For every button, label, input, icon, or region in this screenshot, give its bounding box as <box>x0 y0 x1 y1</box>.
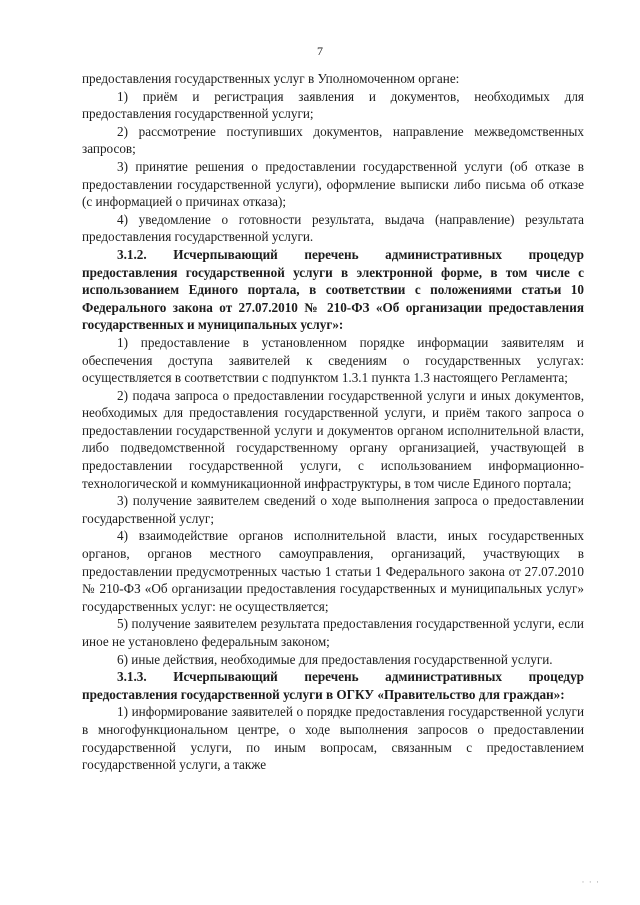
list-item-1: 1) информирование заявителей о порядке предоставления государственной услуги в многофункциональном центре, о ходе выполнения запросов о предоставлении государственной услуги, по иным вопросам, связанным с предоставлением государственной услуги, а также <box>82 704 584 773</box>
list-item-3: 3) принятие решения о предоставлении государственной услуги (об отказе в предоставлении государственной услуги), оформление выписки либо письма об отказе (с информацией о причинах отказа); <box>82 158 584 210</box>
list-item-4: 4) уведомление о готовности результата, выдача (направление) результата предоставления государственной услуги. <box>82 211 584 245</box>
page-number: 7 <box>317 44 323 58</box>
list-item-3: 3) получение заявителем сведений о ходе выполнения запроса о предоставлении государственной услуг; <box>82 493 584 526</box>
list-item-6: 6) иные действия, необходимые для предоставления государственной услуги. <box>117 651 553 667</box>
paragraph-continuation: предоставления государственных услуг в Уполномоченном органе: <box>82 71 460 86</box>
list-item-1: 1) предоставление в установленном порядке информации заявителям и обеспечения доступа заявителей к сведениям о государственных услугах: осуществляется в соответствии с подпунктом 1.3.1 пункта 1.3 настоящего Регламента; <box>82 334 584 386</box>
section-heading-3-1-2: 3.1.2. Исчерпывающий перечень административных процедур предоставления государственной услуги в электронной форме, в том числе с использованием Единого портала, в соответствии с положениями статьи 10 Федерального закона от 27.07.2010 № 210-ФЗ «Об организации предоставления государственных и муниципальных услуг»: <box>82 246 584 333</box>
list-item-2: 2) подача запроса о предоставлении государственной услуги и иных документов, необходимых для предоставления государственной услуги, и приём такого запроса о предоставлении государственной услуги и документов органом исполнительной власти, либо подведомственной государственному органу организацией, участвующей в предоставлении государственной услуги, с использованием информационно-технологической и коммуникационной инфраструктуры, в том числе Единого портала; <box>82 387 584 491</box>
list-item-5: 5) получение заявителем результата предоставления государственной услуги, если иное не установлено федеральным законом; <box>82 616 584 649</box>
list-item-2: 2) рассмотрение поступивших документов, направление межведомственных запросов; <box>82 123 584 157</box>
list-item-1: 1) приём и регистрация заявления и документов, необходимых для предоставления государственной услуги; <box>82 88 584 122</box>
page-body <box>82 70 584 774</box>
scan-corner-mark: · · · <box>581 877 600 887</box>
section-heading-3-1-3: 3.1.3. Исчерпывающий перечень административных процедур предоставления государственной услуги в ОГКУ «Правительство для граждан»: <box>82 669 584 702</box>
list-item-4: 4) взаимодействие органов исполнительной власти, иных государственных органов, органов местного самоуправления, организаций, участвующих в предоставлении предусмотренных частью 1 статьи 1 Федерального закона от 27.07.2010 № 210-ФЗ «Об организации предоставления государственных и муниципальных услуг» государственных услуг: не осуществляется; <box>82 528 584 614</box>
